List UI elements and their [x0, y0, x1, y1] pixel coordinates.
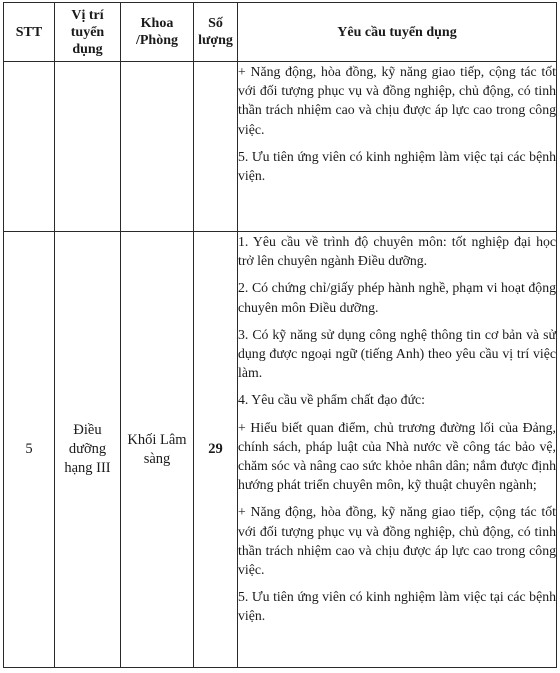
requirement-item: + Năng động, hòa đồng, kỹ năng giao tiếp, cộng tác tốt với đối tượng phục vụ và đồng nghiệp, chủ động, có tinh thần trách nhiệm cao và chịu được áp lực cao trong công việc. [238, 64, 556, 137]
recruitment-table [3, 2, 557, 668]
requirement-item: 5. Ưu tiên ứng viên có kinh nghiệm làm việc tại các bệnh viện. [238, 148, 556, 184]
position-cell: Điều dưỡng hạng III [55, 232, 121, 668]
requirement-item: 2. Có chứng chỉ/giấy phép hành nghề, phạm vi hoạt động chuyên môn Điều dưỡng. [238, 280, 556, 315]
header-position: Vị trí tuyển dụng [55, 3, 121, 62]
requirement-item: + Năng động, hòa đồng, kỹ năng giao tiếp, cộng tác tốt với đối tượng phục vụ và đồng nghiệp, chủ động, có tinh thần trách nhiệm cao và chịu được áp lực cao trong công việc. [238, 504, 556, 578]
requirement-item: 5. Ưu tiên ứng viên có kinh nghiệm làm việc tại các bệnh viện. [238, 589, 556, 624]
header-department: Khoa /Phòng [121, 3, 194, 62]
header-requirements: Yêu cầu tuyển dụng [238, 3, 557, 62]
header-stt: STT [4, 3, 55, 62]
continued-department-cell [121, 62, 194, 232]
continued-position-cell [55, 62, 121, 232]
continued-quantity-cell [194, 62, 238, 232]
requirement-item: 4. Yêu cầu về phẩm chất đạo đức: [238, 392, 426, 408]
recruitment-document [3, 2, 556, 671]
continued-requirements-cell [238, 62, 557, 232]
requirements-cell [238, 232, 557, 668]
table-row-continued [4, 62, 557, 232]
requirement-item: + Hiểu biết quan điểm, chủ trương đường lối của Đảng, chính sách, pháp luật của Nhà nước về công tác bảo vệ, chăm sóc và nâng cao sức khỏe nhân dân; nắm được định hướng phát triển chuyên môn, kỹ thuật chuyên ngành; [238, 419, 556, 493]
department-cell: Khối Lâm sàng [121, 232, 194, 668]
requirement-item: 1. Yêu cầu về trình độ chuyên môn: tốt nghiệp đại học trở lên chuyên ngành Điều dưỡng. [238, 234, 556, 269]
requirement-item: 3. Có kỹ năng sử dụng công nghệ thông tin cơ bản và sử dụng được ngoại ngữ (tiếng Anh) theo yêu cầu vị trí việc làm. [238, 326, 556, 381]
continued-stt-cell [4, 62, 55, 232]
header-quantity: Số lượng [194, 3, 238, 62]
table-header-row [4, 3, 557, 62]
quantity-cell: 29 [194, 232, 238, 668]
table-row [4, 232, 557, 668]
stt-cell: 5 [4, 232, 55, 668]
